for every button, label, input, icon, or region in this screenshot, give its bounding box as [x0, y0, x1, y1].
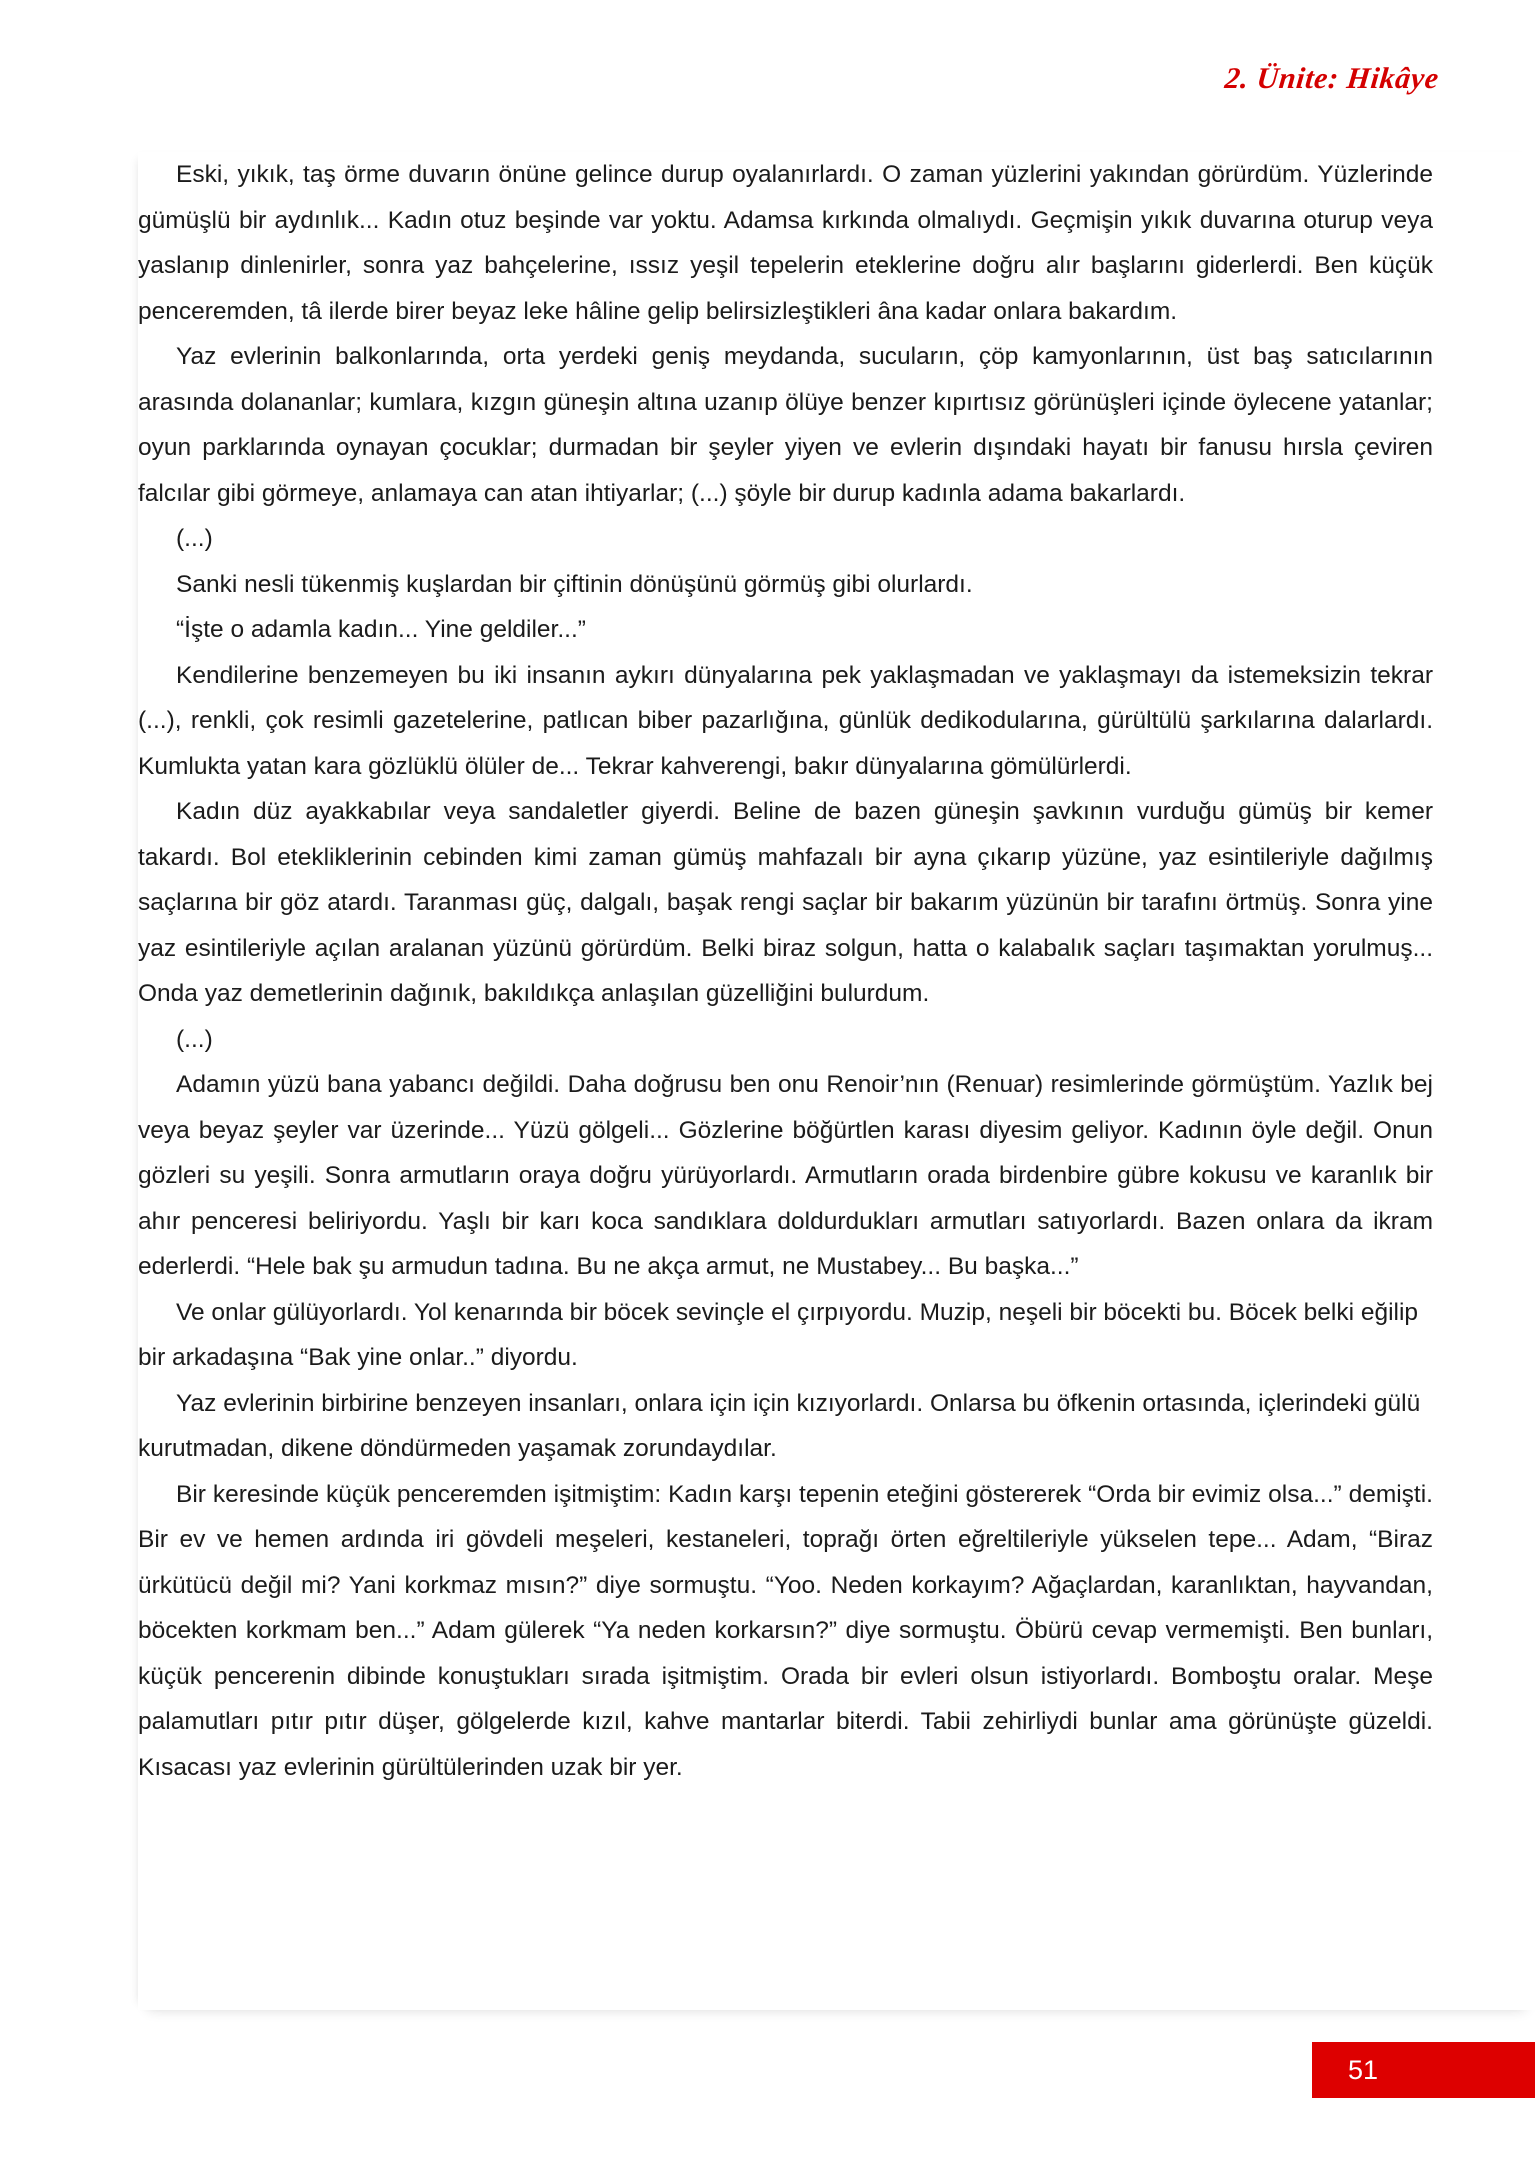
body-text-column: [138, 152, 1433, 1790]
running-header: [1225, 64, 1439, 94]
page-number-badge: [1312, 2042, 1535, 2098]
body-paragraph: Kadın düz ayakkabılar veya sandaletler giyerdi. Beline de bazen güneşin şavkının vurduğu gümüş bir kemer takardı. Bol etekliklerinin cebinden kimi zaman gümüş mahfazalı bir ayna çıkarıp yüzüne, yaz esintileriyle dağılmış saçlarına bir göz atardı. Taranması güç, dalgalı, başak rengi saçlar bir bakarım yüzünün bir tarafını örtmüş. Sonra yine yaz esintileriyle açılan aralanan yüzünü görürdüm. Belki biraz solgun, hatta o kalabalık saçları taşımaktan yorulmuş... Onda yaz demetlerinin dağınık, bakıldıkça anlaşılan güzelliğini bulurdum.: [138, 798, 1433, 1007]
body-paragraph: Adamın yüzü bana yabancı değildi. Daha doğrusu ben onu Renoir’nın (Renuar) resimlerinde görmüştüm. Yazlık bej veya beyaz şeyler var üzerinde... Yüzü gölgeli... Gözlerine böğürtlen karası diyesim geliyor. Kadının öyle değil. Onun gözleri su yeşili. Sonra armutların oraya doğru yürüyorlardı. Armutların orada birdenbire gübre kokusu ve karanlık bir ahır penceresi beliriyordu. Yaşlı bir karı koca sandıklara doldurdukları armutları satıyorlardı. Bazen onlara da ikram ederlerdi. “Hele bak şu armudun tadına. Bu ne akça armut, ne Mustabey... Bu başka...”: [138, 1071, 1433, 1280]
body-paragraph: Sanki nesli tükenmiş kuşlardan bir çiftinin dönüşünü görmüş gibi olurlardı.: [176, 570, 973, 598]
body-paragraph: Yaz evlerinin birbirine benzeyen insanları, onlara için için kızıyorlardı. Onlarsa bu öfkenin ortasında, içlerindeki gülü kurutmadan, dikene döndürmeden yaşamak zorundaydılar.: [138, 1389, 1421, 1462]
body-paragraph: “İşte o adamla kadın... Yine geldiler...”: [176, 616, 586, 643]
body-paragraph: (...): [176, 525, 213, 552]
unit-title: 2. Ünite: Hikâye: [1223, 62, 1441, 95]
body-paragraph: Bir keresinde küçük penceremden işitmiştim: Kadın karşı tepenin eteğini göstererek “Orda bir evimiz olsa...” demişti. Bir ev ve hemen ardında iri gövdeli meşeleri, kestaneleri, toprağı örten eğreltileriyle yükselen tepe... Adam, “Biraz ürkütücü değil mi? Yani korkmaz mısın?” diye sormuştu. “Yoo. Neden korkayım? Ağaçlardan, karanlıktan, hayvandan, böcekten korkmam ben...” Adam gülerek “Ya neden korkarsın?” diye sormuştu. Öbürü cevap vermemişti. Ben bunları, küçük pencerenin dibinde konuştukları sırada işitmiştim. Orada bir evleri olsun istiyorlardı. Bomboştu oralar. Meşe palamutları pıtır pıtır düşer, gölgelerde kızıl, kahve mantarlar biterdi. Tabii zehirliydi bunlar ama görünüşte güzeldi. Kısacası yaz evlerinin gürültülerinden uzak bir yer.: [138, 1480, 1433, 1781]
body-paragraph: Ve onlar gülüyorlardı. Yol kenarında bir böcek sevinçle el çırpıyordu. Muzip, neşeli bir böcekti bu. Böcek belki eğilip bir arkadaşına “Bak yine onlar..” diyordu.: [138, 1298, 1419, 1371]
body-paragraph: (...): [176, 1025, 213, 1053]
page-number: 51: [1348, 2054, 1379, 2085]
body-paragraph: Yaz evlerinin balkonlarında, orta yerdeki geniş meydanda, sucuların, çöp kamyonlarının, üst baş satıcılarının arasında dolananlar; kumlara, kızgın güneşin altına uzanıp ölüye benzer kıpırtısız görünüşleri içinde öylecene yatanlar; oyun parklarında oynayan çocuklar; durmadan bir şeyler yiyen ve evlerin dışındaki hayatı bir fanusu hırsla çeviren falcılar gibi görmeye, anlamaya can atan ihtiyarlar; (...) şöyle bir durup kadınla adama bakarlardı.: [138, 343, 1433, 507]
content-panel: [138, 152, 1535, 2010]
body-paragraph: Kendilerine benzemeyen bu iki insanın aykırı dünyalarına pek yaklaşmadan ve yaklaşmayı da istemeksizin tekrar (...), renkli, çok resimli gazetelerine, patlıcan biber pazarlığına, günlük dedikodularına, gürültülü şarkılarına dalarlardı. Kumlukta yatan kara gözlüklü ölüler de... Tekrar kahverengi, bakır dünyalarına gömülürlerdi.: [138, 661, 1433, 780]
body-paragraph: Eski, yıkık, taş örme duvarın önüne gelince durup oyalanırlardı. O zaman yüzlerini yakından görürdüm. Yüzlerinde gümüşlü bir aydınlık... Kadın otuz beşinde var yoktu. Adamsa kırkında olmalıydı. Geçmişin yıkık duvarına oturup veya yaslanıp dinlenirler, sonra yaz bahçelerine, ıssız yeşil tepelerin eteklerine doğru alır başlarını giderlerdi. Ben küçük penceremden, tâ ilerde birer beyaz leke hâline gelip belirsizleştikleri âna kadar onlara bakardım.: [138, 161, 1433, 325]
